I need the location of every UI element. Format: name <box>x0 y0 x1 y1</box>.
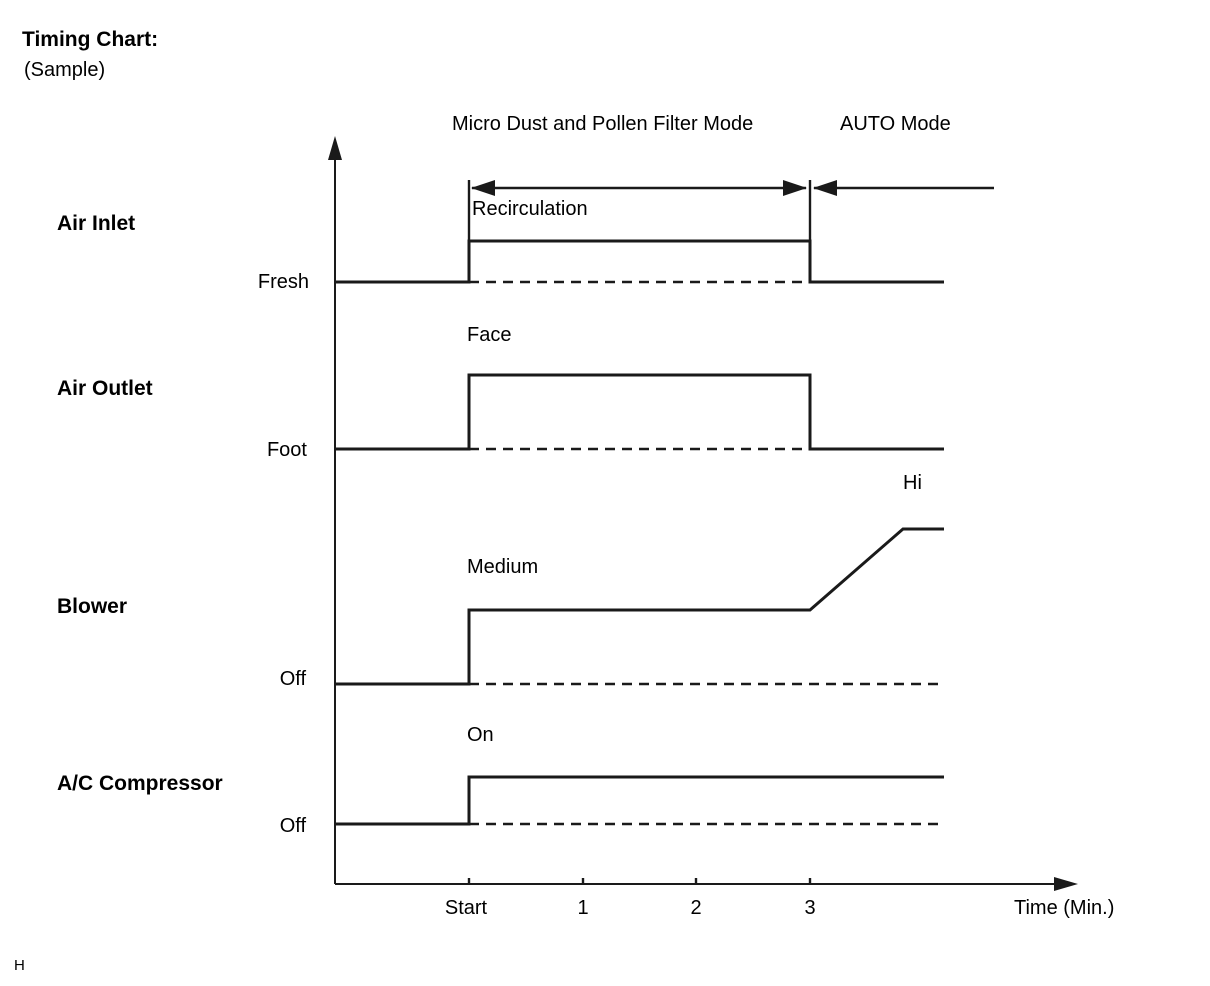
air-outlet-low-label: Foot <box>266 439 307 461</box>
ac-compressor-signal <box>335 777 944 824</box>
row-label-air-outlet: Air Outlet <box>57 377 153 400</box>
ac-compressor-high-label: On <box>467 724 494 746</box>
filter-mode-label: Micro Dust and Pollen Filter Mode <box>452 113 754 135</box>
tick-label-1: 1 <box>577 897 589 919</box>
x-axis-label: Time (Min.) <box>1014 897 1115 919</box>
row-label-blower: Blower <box>57 595 128 618</box>
figure-code: H <box>14 957 25 974</box>
air-outlet-high-label: Face <box>467 324 512 346</box>
filter-mode-span-arrow <box>471 180 807 196</box>
row-label-air-inlet: Air Inlet <box>57 212 136 235</box>
x-axis-arrow-icon <box>1054 877 1078 891</box>
blower-signal <box>335 529 944 684</box>
chart-title: Timing Chart: <box>22 28 159 51</box>
blower-mid-label: Medium <box>467 556 539 578</box>
tick-label-start: Start <box>444 897 488 919</box>
blower-low-label: Off <box>279 668 306 690</box>
air-outlet-signal <box>335 375 944 449</box>
y-axis-arrow-icon <box>328 136 342 160</box>
auto-mode-label: AUTO Mode <box>840 113 951 135</box>
tick-label-2: 2 <box>690 897 702 919</box>
air-inlet-signal <box>335 241 944 282</box>
tick-label-3: 3 <box>804 897 816 919</box>
blower-high-label: Hi <box>903 472 922 494</box>
chart-subtitle: (Sample) <box>24 59 106 81</box>
row-label-ac-compressor: A/C Compressor <box>57 772 223 795</box>
air-inlet-low-label: Fresh <box>257 271 309 293</box>
air-inlet-high-label: Recirculation <box>472 198 588 220</box>
ac-compressor-low-label: Off <box>279 815 306 837</box>
auto-mode-span-arrow <box>813 180 994 196</box>
